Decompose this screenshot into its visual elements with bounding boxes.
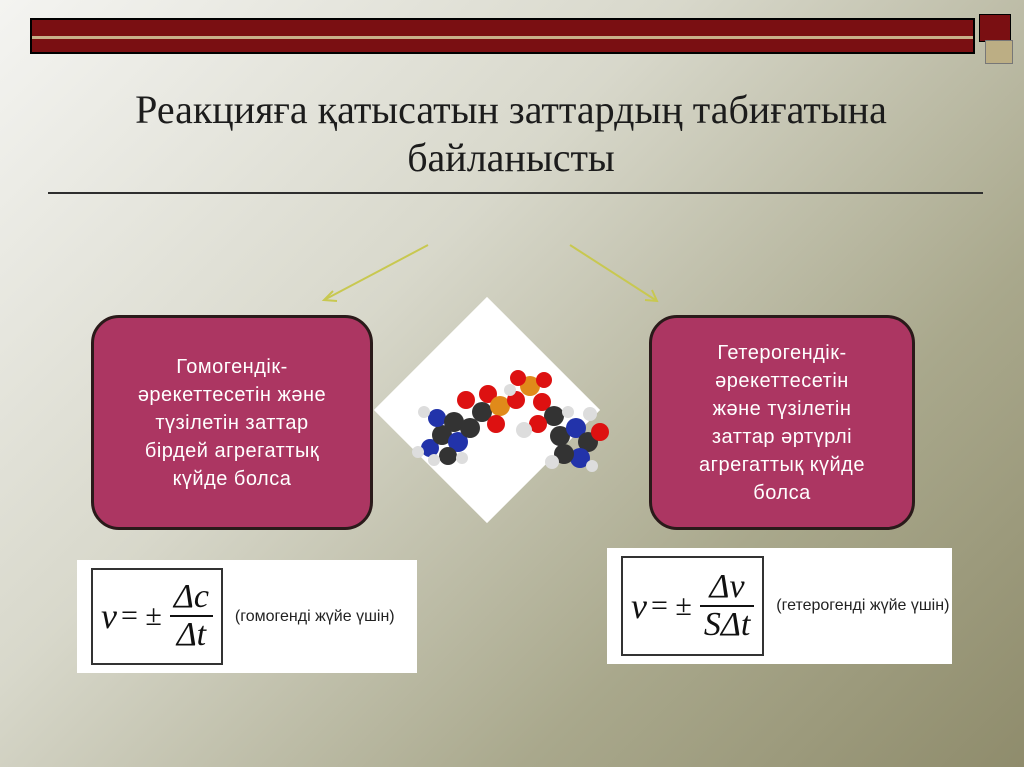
equals-plus-minus: = ± <box>650 589 692 622</box>
numerator-right: Δν <box>709 568 745 605</box>
denominator-right: SΔt <box>703 606 751 643</box>
formula-box-right <box>621 556 764 656</box>
numerator-left: Δc <box>173 578 209 616</box>
homogeneous-formula <box>77 560 417 673</box>
heterogeneous-formula <box>607 548 952 664</box>
formula-note-left: (гомогенді жүйе үшін) <box>234 607 395 625</box>
arrow-right <box>570 245 657 301</box>
fraction-right <box>700 569 754 643</box>
slide-title: Реакцияға қатысатын заттардың табиғатына байланысты <box>135 87 887 180</box>
arrow-left <box>324 245 428 300</box>
fraction-left <box>170 579 213 653</box>
molecule-image <box>392 320 622 500</box>
homogeneous-box: Гомогендік- әрекеттесетін және түзілетін заттар бірдей агрегаттық күйде болса <box>91 315 373 530</box>
equals-plus-minus: = ± <box>120 599 162 633</box>
rate-symbol: v <box>631 586 647 626</box>
formula-box-left <box>91 568 223 665</box>
rate-symbol: v <box>101 596 117 637</box>
heterogeneous-box: Гетерогендік- әрекеттесетін және түзілетін заттар әртүрлі агрегаттық күйде болса <box>649 315 915 530</box>
denominator-left: Δt <box>176 616 207 654</box>
molecule-atoms <box>412 370 609 472</box>
formula-note-right: (гетерогенді жүйе үшін) <box>776 597 950 614</box>
